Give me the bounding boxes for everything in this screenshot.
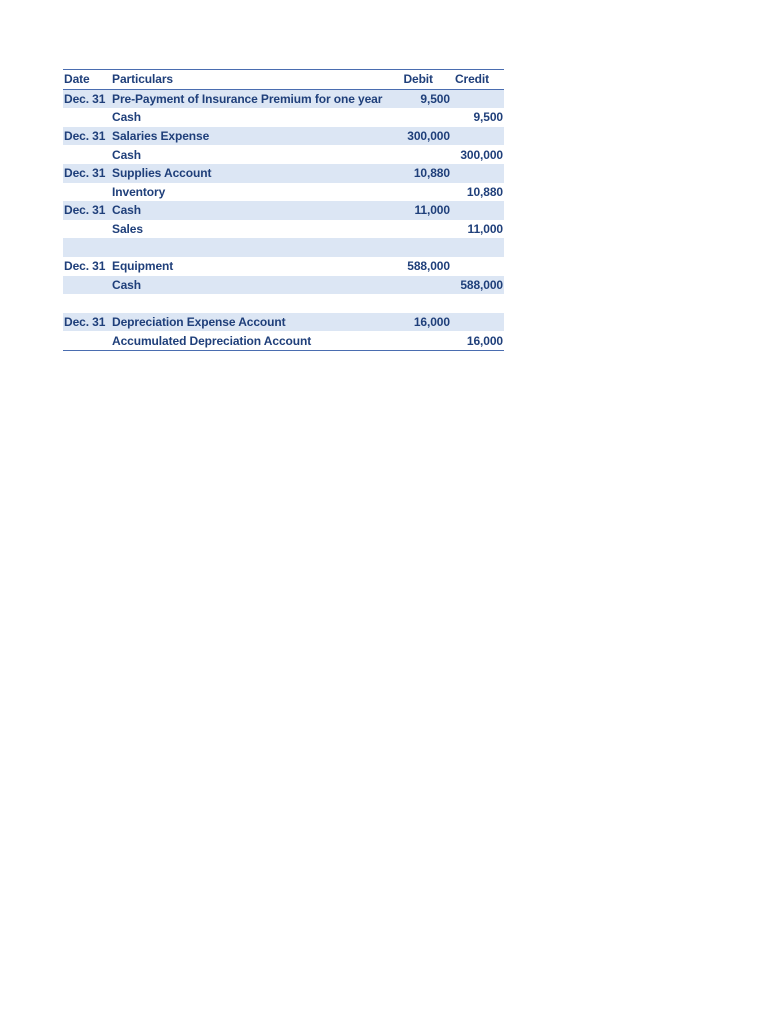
cell-date — [63, 220, 111, 239]
table-header-row — [63, 70, 504, 90]
cell-particulars: Inventory — [112, 184, 166, 199]
cell-debit — [389, 294, 451, 313]
cell-credit: 300,000 — [460, 147, 503, 162]
cell-credit — [451, 238, 504, 257]
table-row — [63, 276, 504, 295]
table-row — [63, 313, 504, 332]
cell-debit — [389, 220, 451, 239]
journal-entries-table — [63, 69, 504, 351]
cell-date — [63, 294, 111, 313]
cell-credit — [451, 294, 504, 313]
table-row — [63, 201, 504, 220]
cell-date: Dec. 31 — [63, 164, 111, 183]
cell-date: Dec. 31 — [63, 201, 111, 220]
cell-debit: 9,500 — [389, 89, 451, 108]
column-header-debit: Debit — [403, 72, 433, 87]
cell-date — [63, 276, 111, 295]
cell-credit — [451, 89, 504, 108]
cell-particulars — [111, 294, 389, 313]
table-row — [63, 108, 504, 127]
cell-particulars: Cash — [112, 110, 141, 125]
cell-date — [63, 331, 111, 350]
cell-debit: 588,000 — [407, 259, 450, 274]
cell-particulars: Cash — [111, 276, 389, 295]
cell-date: Dec. 31 — [63, 313, 111, 332]
column-header-date: Date — [64, 72, 90, 87]
table-row — [63, 220, 504, 239]
cell-date — [63, 145, 111, 164]
cell-debit: 300,000 — [389, 127, 451, 146]
cell-credit: 588,000 — [451, 276, 504, 295]
table-row — [63, 331, 504, 350]
table-row — [63, 164, 504, 183]
cell-date: Dec. 31 — [63, 127, 111, 146]
cell-debit: 16,000 — [389, 313, 451, 332]
journal-body — [63, 89, 504, 350]
table-row — [63, 127, 504, 146]
table-row — [63, 238, 504, 257]
cell-particulars: Equipment — [112, 259, 174, 274]
cell-credit — [451, 257, 504, 276]
cell-credit: 16,000 — [466, 333, 503, 348]
cell-credit: 10,880 — [466, 184, 503, 199]
cell-particulars: Salaries Expense — [111, 127, 389, 146]
cell-particulars — [111, 238, 389, 257]
cell-particulars: Cash — [111, 201, 389, 220]
cell-date — [63, 108, 111, 127]
cell-credit — [451, 313, 504, 332]
cell-particulars: Accumulated Depreciation Account — [112, 333, 312, 348]
table-row — [63, 89, 504, 108]
column-header-particulars: Particulars — [112, 72, 173, 87]
cell-debit — [389, 108, 451, 127]
cell-particulars: Supplies Account — [111, 164, 389, 183]
cell-debit: 10,880 — [389, 164, 451, 183]
cell-debit — [389, 238, 451, 257]
table-row — [63, 145, 504, 164]
table-row — [63, 294, 504, 313]
cell-debit: 11,000 — [389, 201, 451, 220]
cell-date: Dec. 31 — [63, 89, 111, 108]
cell-date: Dec. 31 — [64, 259, 106, 274]
cell-debit — [389, 331, 451, 350]
cell-credit: 9,500 — [473, 110, 503, 125]
table-row — [63, 257, 504, 276]
cell-debit — [389, 276, 451, 295]
cell-debit — [389, 183, 451, 202]
cell-particulars: Sales — [112, 222, 143, 237]
cell-date — [63, 238, 111, 257]
cell-credit — [451, 164, 504, 183]
cell-credit: 11,000 — [467, 222, 503, 237]
cell-date — [63, 183, 111, 202]
cell-credit — [451, 127, 504, 146]
column-header-credit: Credit — [454, 72, 490, 87]
cell-debit — [389, 145, 451, 164]
cell-particulars: Pre-Payment of Insurance Premium for one year — [111, 89, 389, 108]
cell-credit — [451, 201, 504, 220]
table-row — [63, 183, 504, 202]
cell-particulars: Cash — [112, 147, 141, 162]
cell-particulars: Depreciation Expense Account — [111, 313, 389, 332]
